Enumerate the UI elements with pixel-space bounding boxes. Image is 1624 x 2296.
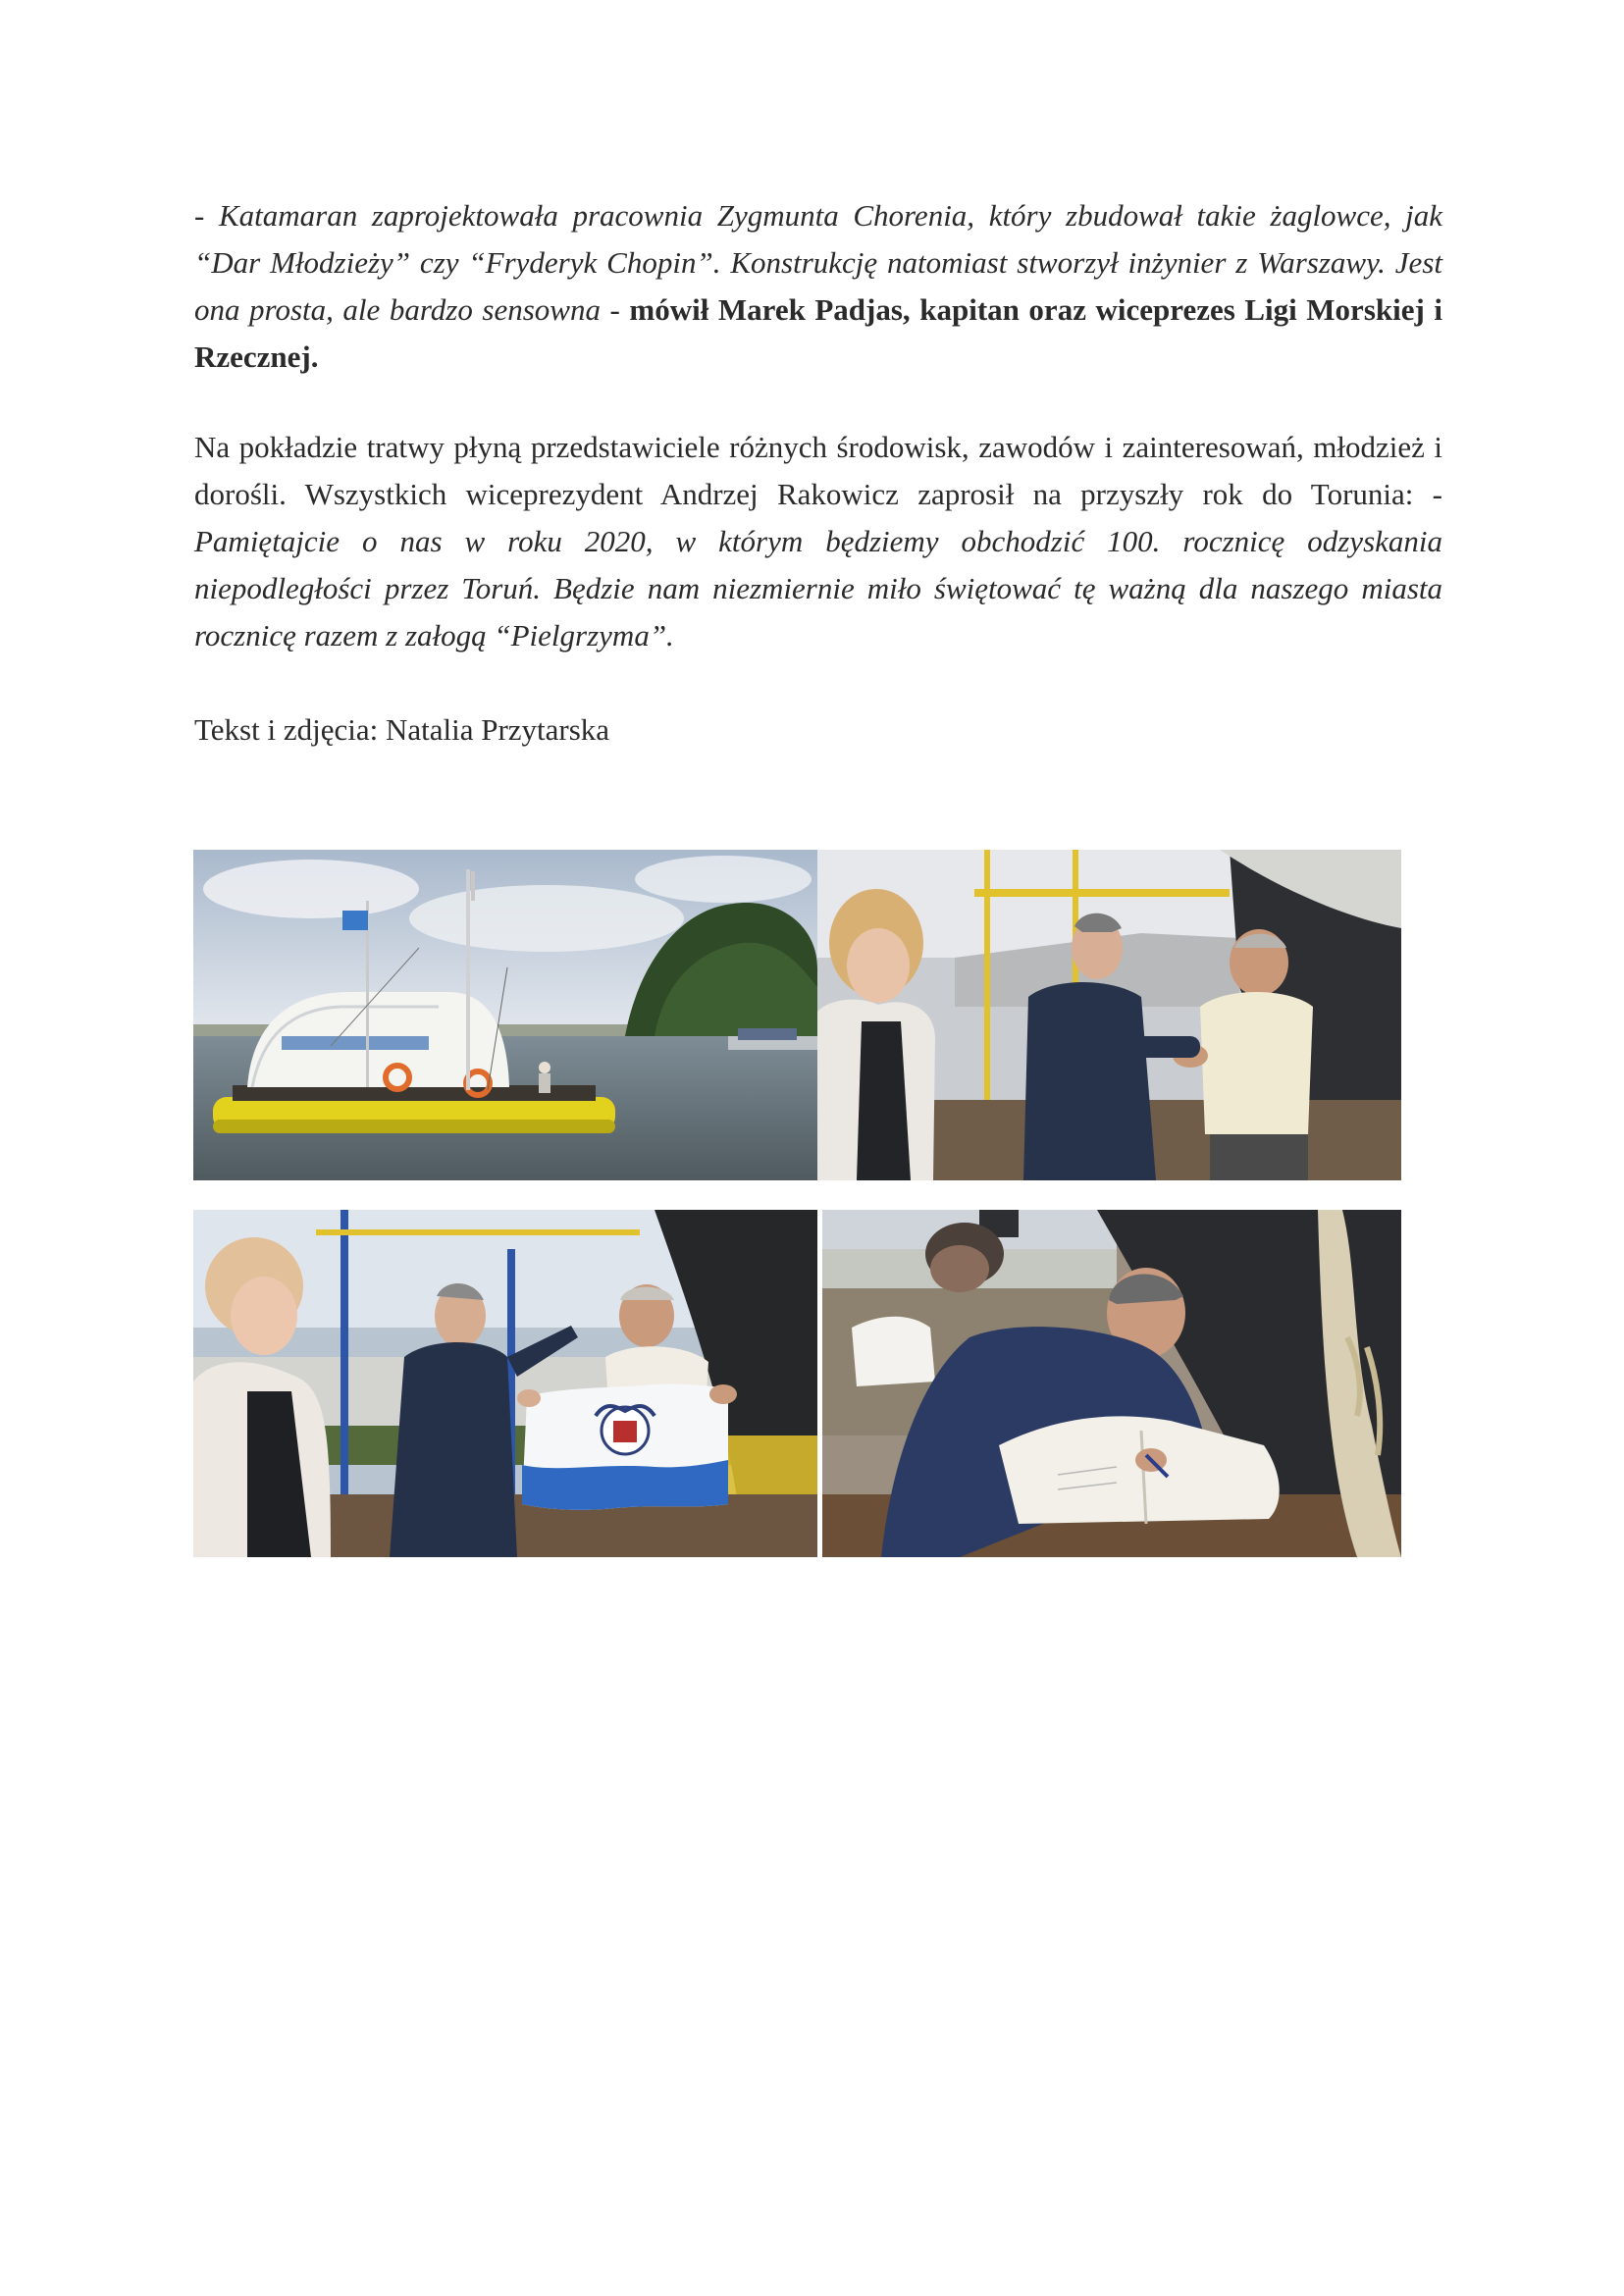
quote-attribution: mówił Marek Padjas, kapitan oraz wiceprezes Ligi Morskiej i Rzecznej. (194, 292, 1442, 374)
quote-dash: - (600, 292, 630, 327)
author-credit-text: Tekst i zdjęcia: Natalia Przytarska (194, 712, 610, 747)
photo-greeting-on-deck (817, 850, 1401, 1180)
quote-text: - Katamaran zaprojektowała pracownia Zygmunta Chorenia, który zbudował takie żaglowce, jak “Dar Młodzieży” czy “Fryderyk Chopin”. Konstrukcję natomiast stworzył inżynier z Warszawy. Jest ona prosta, ale bardzo sensowna (194, 198, 1442, 327)
paragraph-invitation (194, 424, 1442, 659)
photo-flag-presentation (193, 1210, 817, 1557)
photo-catamaran-raft (193, 850, 817, 1180)
paragraph-quote-captain (194, 192, 1442, 381)
photo-signing-guest-book (822, 1210, 1401, 1557)
invitation-quote: Pamiętajcie o nas w roku 2020, w którym będziemy obchodzić 100. rocznicę odzyskania niepodległości przez Toruń. Będzie nam niezmiernie miło świętować tę ważną dla naszego miasta rocznicę razem z załogą “Pielgrzyma”. (194, 524, 1442, 652)
author-credit (194, 706, 1442, 754)
invitation-intro: Na pokładzie tratwy płyną przedstawiciele różnych środowisk, zawodów i zainteresowań, młodzież i dorośli. Wszystkich wiceprezydent Andrzej Rakowicz zaprosił na przyszły rok do Torunia: - (194, 430, 1442, 511)
